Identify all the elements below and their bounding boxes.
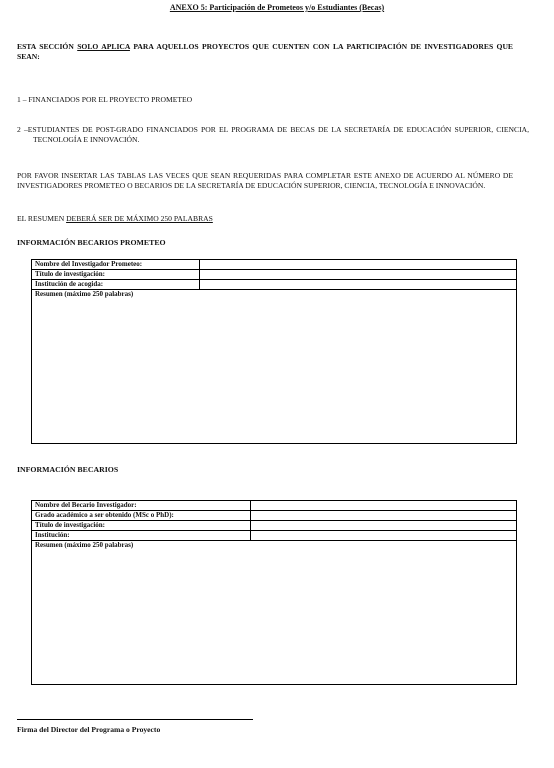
becario-title-value[interactable] bbox=[251, 521, 517, 531]
table-row bbox=[32, 260, 517, 270]
becario-institution-value[interactable] bbox=[251, 531, 517, 541]
prometeo-title-value[interactable] bbox=[200, 270, 517, 280]
prometeo-heading: INFORMACIÓN BECARIOS PROMETEO bbox=[17, 238, 166, 247]
prometeo-name-value[interactable] bbox=[200, 260, 517, 270]
prometeo-title-label: Título de investigación: bbox=[32, 270, 200, 280]
becarios-form-table bbox=[31, 500, 517, 669]
intro-suffix: PARA AQUELLOS PROYECTOS QUE CUENTEN CON LA PARTICIPACIÓN DE INVESTIGADORES QUE SEAN: bbox=[17, 42, 513, 61]
table-row bbox=[32, 501, 517, 511]
intro-emphasis: SOLO APLICA bbox=[77, 42, 130, 51]
prometeo-institution-label: Institución de acogida: bbox=[32, 280, 200, 290]
table-row bbox=[32, 541, 517, 670]
becarios-heading: INFORMACIÓN BECARIOS bbox=[17, 465, 119, 474]
table-row bbox=[32, 521, 517, 531]
becario-institution-label: Institución: bbox=[32, 531, 251, 541]
becario-degree-value[interactable] bbox=[251, 511, 517, 521]
table-row bbox=[32, 280, 517, 290]
intro-prefix: ESTA SECCIÓN bbox=[17, 42, 78, 51]
summary-note-prefix: EL RESUMEN bbox=[17, 214, 67, 223]
intro-paragraph bbox=[17, 42, 513, 62]
table-row bbox=[32, 270, 517, 280]
prometeo-form-table bbox=[31, 259, 517, 432]
instructions-paragraph: POR FAVOR INSERTAR LAS TABLAS LAS VECES QUE SEAN REQUERIDAS PARA COMPLETAR ESTE ANEXO DE ACUERDO AL NÚMERO DE INVESTIGADORES PROMETEO O BECARIOS DE LA SECRETARÍA DE EDUCACIÓN SUPERIOR, CIENCIA, TECNOLOGÍA E INNOVACIÓN. bbox=[17, 171, 513, 190]
table-row bbox=[32, 511, 517, 521]
item-1: 1 – FINANCIADOS POR EL PROYECTO PROMETEO bbox=[17, 95, 193, 104]
becario-name-value[interactable] bbox=[251, 501, 517, 511]
summary-note bbox=[17, 214, 513, 224]
prometeo-summary-label[interactable]: Resumen (máximo 250 palabras) bbox=[32, 290, 517, 433]
signature-label: Firma del Director del Programa o Proyecto bbox=[17, 725, 161, 734]
becarios-summary-label[interactable]: Resumen (máximo 250 palabras) bbox=[32, 541, 517, 670]
prometeo-name-label: Nombre del Investigador Prometeo: bbox=[32, 260, 200, 270]
item-2: 2 –ESTUDIANTES DE POST-GRADO FINANCIADOS POR EL PROGRAMA DE BECAS DE LA SECRETARÍA DE EDUCACIÓN SUPERIOR, CIENCIA, TECNOLOGÍA E INNOVACIÓN. bbox=[17, 125, 529, 144]
becario-name-label: Nombre del Becario Investigador: bbox=[32, 501, 251, 511]
table-row bbox=[32, 290, 517, 433]
prometeo-institution-value[interactable] bbox=[200, 280, 517, 290]
document-title: ANEXO 5: Participación de Prometeos y/o Estudiantes (Becas) bbox=[169, 3, 385, 12]
becario-title-label: Título de investigación: bbox=[32, 521, 251, 531]
becario-degree-label: Grado académico a ser obtenido (MSc o PhD): bbox=[32, 511, 251, 521]
table-row bbox=[32, 531, 517, 541]
signature-line bbox=[17, 719, 253, 720]
summary-note-emphasis: DEBERÁ SER DE MÁXIMO 250 PALABRAS bbox=[66, 214, 213, 223]
